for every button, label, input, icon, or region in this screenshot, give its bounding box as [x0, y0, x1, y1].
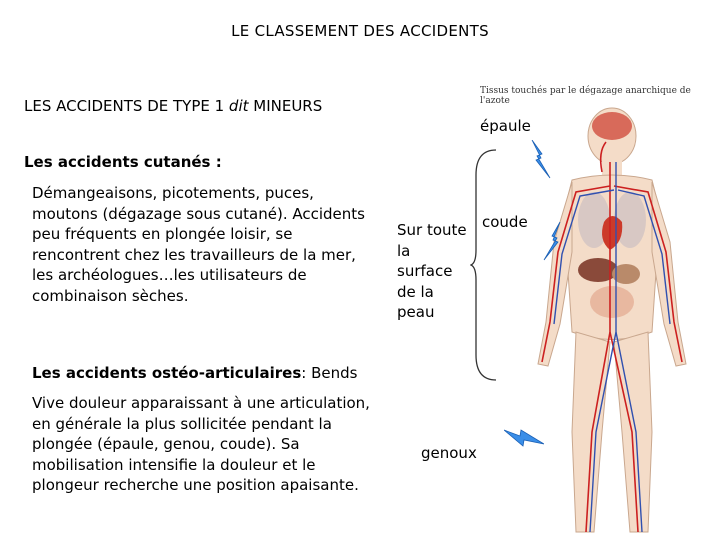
- figure-caption: Tissus touchés par le dégazage anarchique de l'azote: [480, 86, 691, 106]
- lightning-bolt-icon: [504, 422, 544, 452]
- label-epaule: épaule: [480, 117, 531, 135]
- paragraph-cutanes: Démangeaisons, picotements, puces, moutons (dégazage sous cutané). Accidents peu fréquents en plongée loisir, se rencontrent chez les travailleurs de la mer, les archéologues…les utilisateurs de combinaison sèches.: [32, 184, 365, 305]
- subtitle-prefix: LES ACCIDENTS DE TYPE 1: [24, 97, 229, 115]
- heading-osteo-suffix: : Bends: [301, 364, 358, 382]
- subtitle-italic: dit: [228, 97, 249, 115]
- label-genoux: genoux: [421, 444, 477, 462]
- heading-osteo-bold: Les accidents ostéo-articulaires: [32, 364, 302, 382]
- label-surface: Sur toute la surface de la peau: [397, 221, 467, 321]
- label-coude: coude: [482, 213, 528, 231]
- heading-cutanes: Les accidents cutanés :: [24, 153, 222, 171]
- lightning-bolt-icon: [540, 222, 566, 262]
- subtitle-suffix: MINEURS: [248, 97, 323, 115]
- lightning-bolt-icon: [528, 140, 554, 180]
- page-title: LE CLASSEMENT DES ACCIDENTS: [231, 22, 489, 40]
- section-subtitle: [24, 97, 322, 115]
- paragraph-osteo: Vive douleur apparaissant à une articulation, en générale la plus sollicitée pendant la plongée (épaule, genou, coude). Sa mobilisation intensifie la douleur et le plongeur recherche une position apaisante.: [32, 394, 370, 494]
- body-anatomy-illustration: [532, 102, 692, 540]
- heading-osteo: [32, 364, 357, 382]
- bracket-icon: [470, 145, 500, 385]
